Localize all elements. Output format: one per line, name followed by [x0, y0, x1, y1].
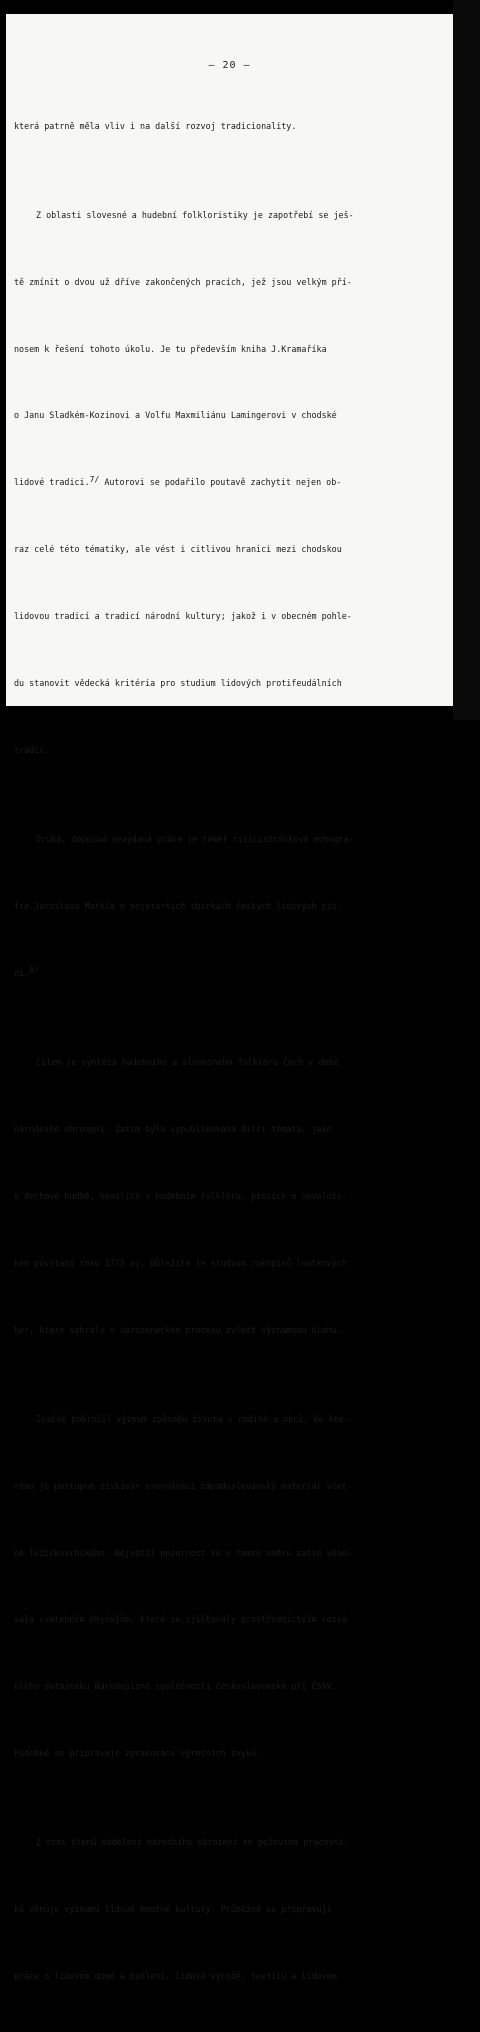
- text-line: která patrně měla vliv i na další rozvoj tradicionality.: [14, 120, 297, 131]
- text-line: ní.$^{8/}$: [14, 965, 39, 978]
- text-line: práce o lidovém domě a bydlení, lidové výrobě, textilu a lidovém: [14, 1971, 337, 1982]
- text-line: ně lužickosrbského. Největší pozornost se v tomto směru zatím věno-: [14, 1547, 352, 1558]
- text-line: lidové tradici.$^{7/}$ Autorovi se podařilo poutavě zachytit nejen ob-: [14, 475, 342, 488]
- text-line: Druhá, doposud nevydaná práce je téměř tisícistránková monogra-: [36, 834, 354, 845]
- text-line: vala svatebním obyčejům, které se zjišťovaly prostřednictvím rozsá-: [14, 1614, 352, 1625]
- text-line: o Janu Sladkém-Kozinovi a Volfu Maxmiliánu Lamingerovi v chodské: [14, 410, 337, 421]
- text-line: ků věnuje výzkumu lidové hmotné kultury. Průběžně se připravují: [14, 1904, 332, 1915]
- text-line: o dechové hudbě, houslích v hudebním folklóru, písních o nevolnic-: [14, 1190, 347, 1201]
- document-page: [6, 14, 453, 1982]
- text-line: raz celé této tématiky, ale vést i citlivou hranici mezi chodskou: [14, 544, 342, 555]
- text-line: nosem k řešení tohoto úkolu. Je tu především kniha J.Kramaříka: [14, 343, 327, 354]
- footnote-ref-7: 7/: [89, 475, 100, 485]
- text-line: tě zmínit o dvou už dříve zakončených pracích, jež jsou velkým pří-: [14, 276, 352, 287]
- text-line: lidovou tradicí a tradicí národní kultury; jakož i v obecném pohle-: [14, 611, 352, 622]
- text-line: her, které sehrály v obrozeneckém procesu zvlášť významnou úlohu.: [14, 1324, 342, 1335]
- body-text: [14, 70, 444, 2032]
- text-line: národního obrození. Zatím byla vypublikována dílčí témata, jako: [14, 1123, 332, 1134]
- text-line: hlého dotazníku Národopisné společnosti československé při ČSAV.: [14, 1681, 337, 1692]
- page-number: – 20 –: [208, 60, 251, 71]
- text-line: fie Jaroslava Markla o nejstarších sbírkách českých lidových pís-: [14, 900, 342, 911]
- text-line: rému je postupně získáván srovnávací západoslovanský materiál včet-: [14, 1480, 352, 1491]
- text-line: kém povstání roku 1775 aj. Důležité je studium rukopisů loutkových: [14, 1257, 347, 1268]
- footnote-ref-8: 8/: [29, 965, 39, 975]
- text-line: Z oblasti slovesné a hudební folkloristiky je zapotřebí se ješ-: [36, 209, 354, 220]
- text-line: Z osmi členů oddělení národního obrození se polovina pracovní-: [36, 1837, 349, 1848]
- text-line: du stanovit vědecká kritéria pro studium lidových protifeudálních: [14, 678, 342, 689]
- scan-border: [453, 0, 480, 720]
- text-line: tradic.: [14, 744, 50, 755]
- text-line: Značně pokročil výzkum způsobu života v rodině a obci, ke kte-: [36, 1413, 349, 1424]
- text-line: Podobně se připravuje zpracování výročních zvyků.: [14, 1748, 262, 1759]
- text-line: Cílem je syntéza hudebního a slovesného folklóru Čech v době: [36, 1057, 339, 1068]
